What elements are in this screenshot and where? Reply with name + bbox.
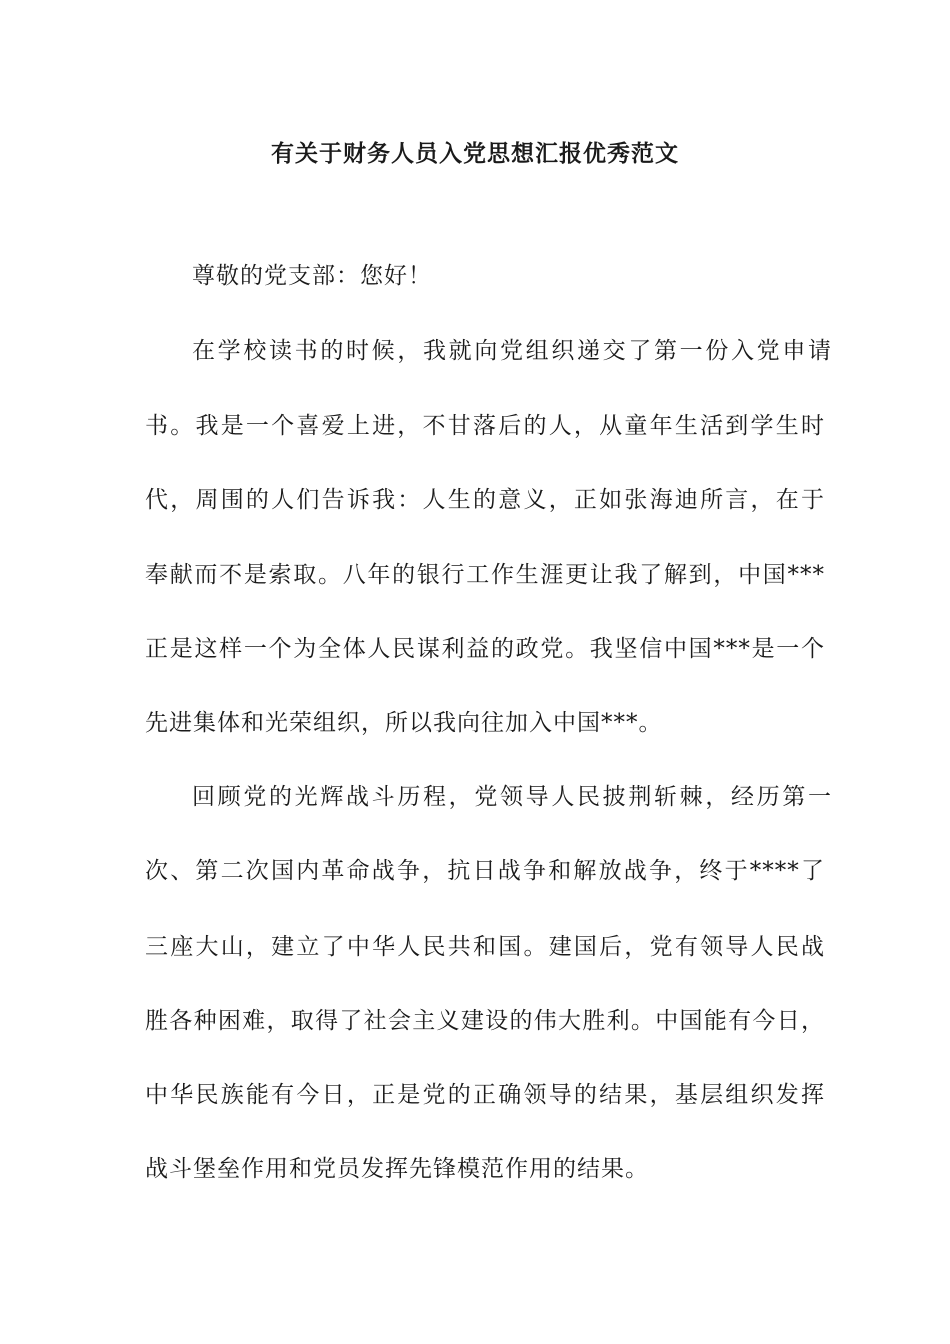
paragraph-2-line-2: 次、第二次国内革命战争，抗日战争和解放战争，终于****了	[145, 858, 825, 884]
paragraph-1-line-1: 在学校读书的时候，我就向党组织递交了第一份入党申请	[192, 338, 832, 364]
paragraph-2-line-5: 中华民族能有今日，正是党的正确领导的结果，基层组织发挥	[145, 1082, 825, 1108]
paragraph-1-line-6: 先进集体和光荣组织，所以我向往加入中国***。	[145, 710, 663, 736]
paragraph-2-line-3: 三座大山，建立了中华人民共和国。建国后，党有领导人民战	[145, 934, 825, 960]
salutation-line: 尊敬的党支部：您好！	[192, 263, 432, 289]
paragraph-1-line-2: 书。我是一个喜爱上进，不甘落后的人，从童年生活到学生时	[145, 413, 825, 439]
paragraph-2-line-4: 胜各种困难，取得了社会主义建设的伟大胜利。中国能有今日，	[145, 1008, 825, 1034]
paragraph-2-line-1: 回顾党的光辉战斗历程，党领导人民披荆斩棘，经历第一	[192, 784, 832, 810]
paragraph-2-line-6: 战斗堡垒作用和党员发挥先锋模范作用的结果。	[145, 1156, 649, 1182]
paragraph-1-line-5: 正是这样一个为全体人民谋利益的政党。我坚信中国***是一个	[145, 636, 825, 662]
paragraph-1-line-4: 奉献而不是索取。八年的银行工作生涯更让我了解到，中国***	[145, 562, 825, 588]
document-title: 有关于财务人员入党思想汇报优秀范文	[271, 140, 679, 167]
paragraph-1-line-3: 代，周围的人们告诉我：人生的意义，正如张海迪所言，在于	[145, 487, 825, 513]
